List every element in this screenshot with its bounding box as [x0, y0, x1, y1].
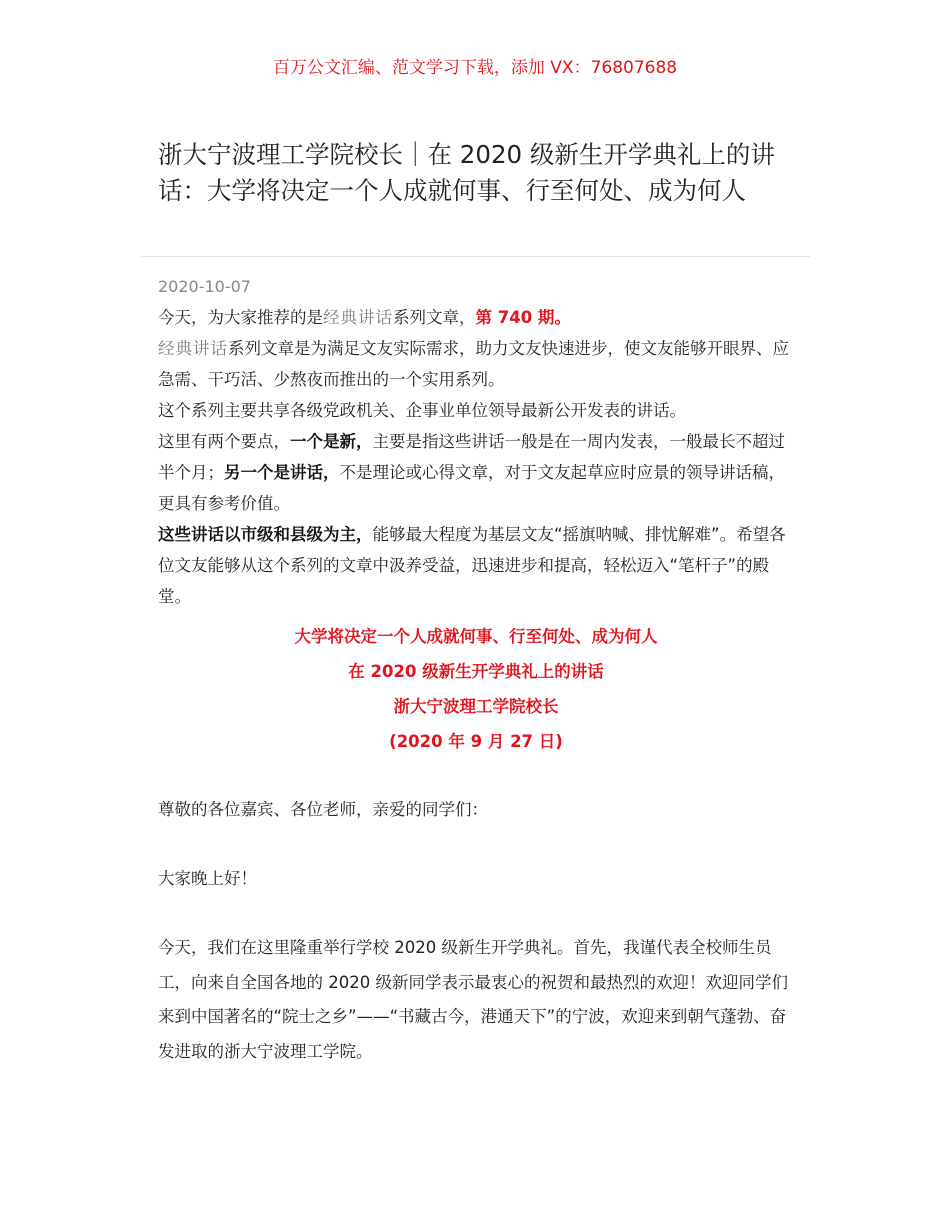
article-title: 浙大宁波理工学院校长｜在 2020 级新生开学典礼上的讲话：大学将决定一个人成就何事、行至何处、成为何人 — [158, 140, 775, 205]
series-name: 经典讲话 — [323, 308, 393, 327]
emphasis-text: 一个是新， — [290, 432, 373, 451]
intro-text: 不是理论或心得文章，对于文友起草应时应景的领导讲话稿，更具有参考价值。 — [158, 463, 785, 513]
speaker-title: 浙大宁波理工学院校长 — [393, 697, 559, 716]
intro-para-2 — [158, 333, 794, 395]
greeting: 大家晚上好！ — [158, 869, 257, 888]
intro-para-1 — [158, 302, 794, 333]
intro-text: 能够最大程度为基层文友“摇旗呐喊、排忧解难”。希望各位文友能够从这个系列的文章中汲养受益，迅速进步和提高，轻松迈入“笔杆子”的殿堂。 — [158, 525, 786, 606]
series-name: 经典讲话 — [158, 339, 228, 358]
speech-date: (2020 年 9 月 27 日) — [389, 732, 563, 751]
intro-para-5 — [158, 519, 794, 612]
intro-text: 今天，为大家推荐的是 — [158, 308, 323, 327]
title-divider — [141, 256, 810, 257]
series-intro — [158, 302, 794, 612]
speech-header — [158, 622, 794, 762]
intro-para-4 — [158, 426, 794, 519]
publish-date: 2020-10-07 — [158, 277, 251, 296]
emphasis-text: 这些讲话以市级和县级为主， — [158, 525, 373, 544]
intro-text: 系列文章是为满足文友实际需求，助力文友快速进步，使文友能够开眼界、应急需、干巧活、少熬夜而推出的一个实用系列。 — [158, 339, 789, 389]
speech-para-1: 今天，我们在这里隆重举行学校 2020 级新生开学典礼。首先，我谨代表全校师生员工，向来自全国各地的 2020 级新同学表示最衷心的祝贺和最热烈的欢迎！欢迎同学们来到中国著名的“院士之乡”——“书藏古今，港通天下”的宁波，欢迎来到朝气蓬勃、奋发进取的浙大宁波理工学院。 — [158, 938, 788, 1061]
speech-subheading: 在 2020 级新生开学典礼上的讲话 — [348, 662, 604, 681]
speech-heading: 大学将决定一个人成就何事、行至何处、成为何人 — [294, 627, 658, 646]
emphasis-text: 另一个是讲话， — [224, 463, 340, 482]
intro-text: 主要是指这些讲话一般是在一周内发表，一般最长不超过半个月； — [158, 432, 785, 482]
issue-number: 第 740 期。 — [475, 308, 571, 327]
intro-text: 这里有两个要点， — [158, 432, 290, 451]
salutation: 尊敬的各位嘉宾、各位老师，亲爱的同学们： — [158, 800, 488, 819]
promo-banner: 百万公文汇编、范文学习下载，添加 VX：76807688 — [272, 58, 678, 78]
intro-text: 系列文章， — [393, 308, 476, 327]
intro-para-3: 这个系列主要共享各级党政机关、企事业单位领导最新公开发表的讲话。 — [158, 401, 686, 420]
